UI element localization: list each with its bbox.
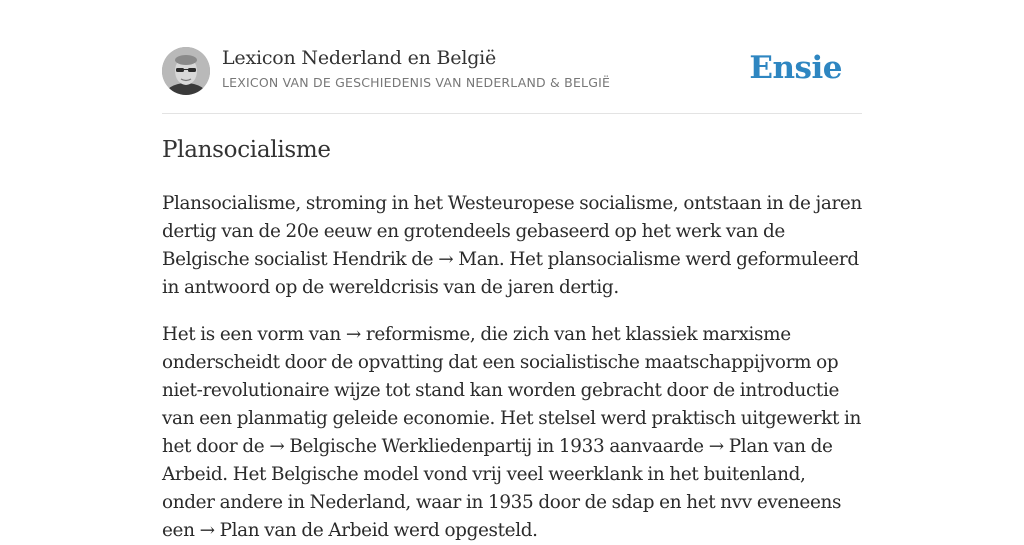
article-paragraph-1 bbox=[162, 190, 862, 302]
author-avatar[interactable] bbox=[162, 47, 210, 95]
avatar-portrait-icon bbox=[162, 47, 210, 95]
crossref-link-belgische-werkliedenpartij[interactable]: → Belgische Werkliedenpartij bbox=[269, 436, 532, 457]
crossref-link-plan-van-de-arbeid[interactable]: → Plan van de Arbeid bbox=[162, 436, 833, 485]
article-paragraph-2 bbox=[162, 321, 862, 545]
page-title: Plansocialisme bbox=[162, 137, 331, 163]
lexicon-header bbox=[162, 0, 862, 114]
article-container bbox=[162, 0, 862, 541]
ensie-logo-link[interactable]: Ensie bbox=[749, 50, 842, 86]
paragraph-text: . Het Belgische model vond vrij veel weerklank in het buitenland, onder andere in Nederland, waar in 1935 door de sdap en het nvv eveneens een bbox=[162, 464, 842, 541]
crossref-link-plan-van-de-arbeid-nl[interactable]: → Plan van de Arbeid bbox=[199, 520, 389, 541]
paragraph-text: . Het plansocialisme werd geformuleerd in antwoord op de wereldcrisis van de jaren dertig. bbox=[162, 249, 859, 298]
paragraph-text: werd opgesteld. bbox=[388, 520, 538, 541]
paragraph-text: Plansocialisme, stroming in het Westeuropese socialisme, ontstaan in de jaren dertig van de 20e eeuw en grotendeels gebaseerd op het werk van de Belgische socialist Hendrik de bbox=[162, 193, 862, 270]
lexicon-title[interactable]: Lexicon Nederland en België bbox=[222, 47, 497, 69]
crossref-link-man[interactable]: → Man bbox=[438, 249, 499, 270]
paragraph-text: , die zich van het klassiek marxisme onderscheidt door de opvatting dat een socialistische maatschappijvorm op niet-revolutionaire wijze tot stand kan worden gebracht door de introductie van een planmatig geleide economie. Het stelsel werd praktisch uitgewerkt in het door de bbox=[162, 324, 862, 457]
paragraph-text: Het is een vorm van bbox=[162, 324, 346, 345]
lexicon-subtitle: LEXICON VAN DE GESCHIEDENIS VAN NEDERLAND & BELGIË bbox=[222, 75, 611, 90]
crossref-link-reformisme[interactable]: → reformisme bbox=[345, 324, 470, 345]
paragraph-text: in 1933 aanvaarde bbox=[531, 436, 709, 457]
